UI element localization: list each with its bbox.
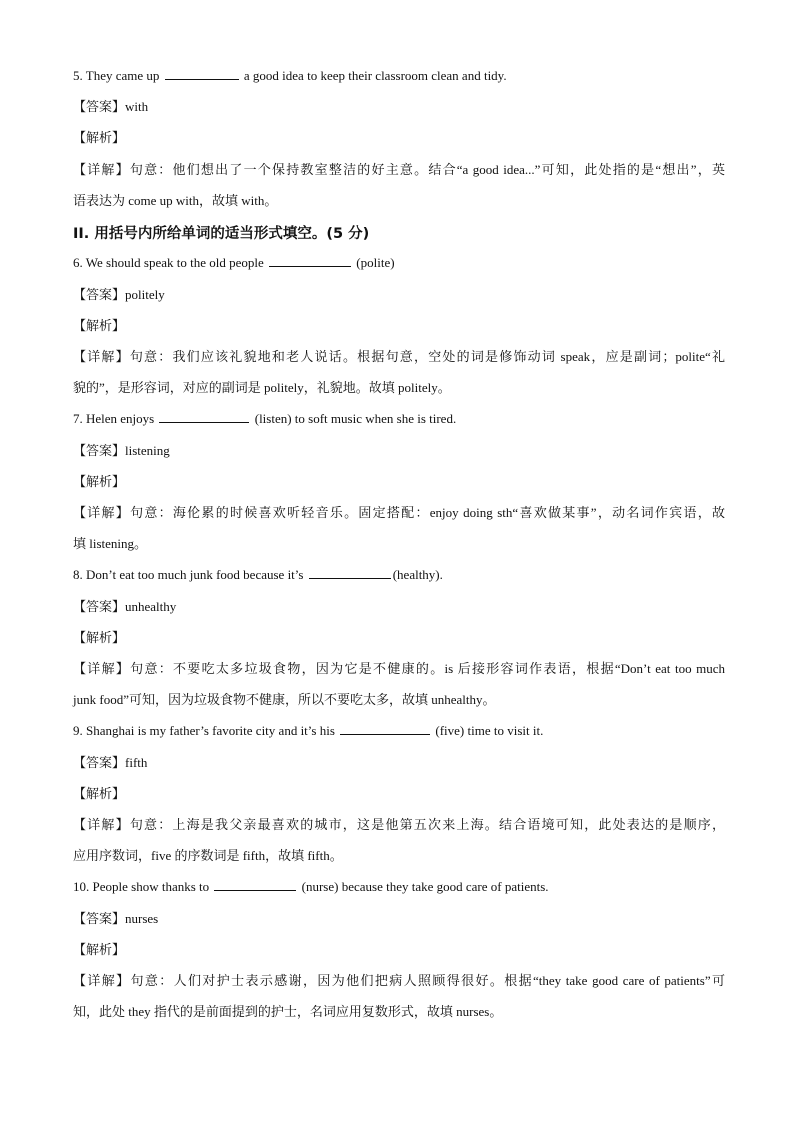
answer-tag: 【答案】 — [73, 443, 126, 458]
detail-text: 句意：我们应该礼貌地和老人说话。根据句意，空处的词是修饰动词 speak，应是副词；polite“礼 — [129, 349, 725, 364]
detail-7-line1 — [73, 504, 725, 522]
analysis-9 — [73, 785, 725, 803]
answer-tag: 【答案】 — [73, 287, 126, 302]
question-text: (polite) — [353, 255, 395, 270]
detail-9-line2 — [73, 847, 725, 865]
question-text: 6. We should speak to the old people — [73, 255, 268, 270]
analysis-tag: 【解析】 — [73, 630, 126, 645]
detail-text: junk food”可知，因为垃圾食物不健康，所以不要吃太多，故填 unhealthy。 — [73, 692, 496, 707]
answer-tag: 【答案】 — [73, 599, 126, 614]
detail-tag: 【详解】 — [73, 817, 130, 832]
answer-blank — [165, 67, 239, 80]
answer-value: listening — [125, 443, 170, 458]
detail-tag: 【详解】 — [73, 973, 131, 988]
question-text: (listen) to soft music when she is tired. — [251, 411, 457, 426]
detail-text: 句意：他们想出了一个保持教室整洁的好主意。结合“a good idea...”可知，此处指的是“想出”，英 — [129, 162, 725, 177]
analysis-tag: 【解析】 — [73, 942, 126, 957]
detail-9-line1 — [73, 816, 725, 834]
question-text: 7. Helen enjoys — [73, 411, 158, 426]
question-text: (nurse) because they take good care of patients. — [298, 879, 549, 894]
question-text: (five) time to visit it. — [432, 723, 544, 738]
question-text: 8. Don’t eat too much junk food because it’s — [73, 567, 307, 582]
detail-10-line1 — [73, 972, 725, 990]
question-7 — [73, 410, 725, 428]
analysis-7 — [73, 473, 725, 491]
analysis-10 — [73, 941, 725, 959]
question-text: 9. Shanghai is my father’s favorite city and it’s his — [73, 723, 339, 738]
analysis-8 — [73, 629, 725, 647]
detail-text: 貌的”，是形容词，对应的副词是 politely，礼貌地。故填 politely。 — [73, 380, 451, 395]
question-9 — [73, 722, 725, 740]
section-title: II. 用括号内所给单词的适当形式填空。(5 分) — [73, 226, 370, 242]
answer-tag: 【答案】 — [73, 99, 126, 114]
analysis-6 — [73, 317, 725, 335]
detail-6-line1 — [73, 348, 725, 366]
answer-blank — [340, 722, 430, 735]
answer-5 — [73, 98, 725, 116]
detail-tag: 【详解】 — [73, 505, 131, 520]
answer-value: with — [125, 99, 149, 114]
detail-text: 句意：人们对护士表示感谢，因为他们把病人照顾得很好。根据“they take good care of patients”可 — [130, 973, 725, 988]
detail-text: 句意：海伦累的时候喜欢听轻音乐。固定搭配：enjoy doing sth“喜欢做某事”，动名词作宾语，故 — [130, 505, 725, 520]
detail-5-line2 — [73, 192, 725, 210]
analysis-tag: 【解析】 — [73, 130, 126, 145]
answer-9 — [73, 754, 725, 772]
detail-6-line2 — [73, 379, 725, 397]
answer-6 — [73, 286, 725, 304]
answer-8 — [73, 598, 725, 616]
detail-text: 知，此处 they 指代的是前面提到的护士，名词应用复数形式，故填 nurses。 — [73, 1004, 503, 1019]
detail-tag: 【详解】 — [73, 162, 130, 177]
answer-tag: 【答案】 — [73, 755, 126, 770]
answer-blank — [269, 254, 351, 267]
detail-8-line1 — [73, 660, 725, 678]
detail-10-line2 — [73, 1003, 725, 1021]
answer-10 — [73, 910, 725, 928]
answer-7 — [73, 442, 725, 460]
analysis-tag: 【解析】 — [73, 474, 126, 489]
answer-value: fifth — [125, 755, 148, 770]
question-6 — [73, 254, 725, 272]
answer-value: nurses — [125, 911, 159, 926]
question-text: a good idea to keep their classroom clean and tidy. — [240, 68, 507, 83]
detail-text: 填 listening。 — [73, 536, 148, 551]
detail-tag: 【详解】 — [73, 349, 130, 364]
question-5 — [73, 67, 725, 85]
detail-text: 句意：上海是我父亲最喜欢的城市，这是他第五次来上海。结合语境可知，此处表达的是顺序， — [129, 817, 725, 832]
answer-blank — [159, 410, 249, 423]
question-text: (healthy). — [392, 567, 443, 582]
answer-value: unhealthy — [125, 599, 177, 614]
answer-tag: 【答案】 — [73, 911, 126, 926]
question-8 — [73, 566, 725, 584]
analysis-tag: 【解析】 — [73, 786, 126, 801]
question-text: 10. People show thanks to — [73, 879, 213, 894]
answer-blank — [309, 566, 391, 579]
analysis-5 — [73, 129, 725, 147]
question-text: 5. They came up — [73, 68, 163, 83]
detail-text: 应用序数词，five 的序数词是 fifth，故填 fifth。 — [73, 848, 343, 863]
answer-value: politely — [125, 287, 165, 302]
detail-tag: 【详解】 — [73, 661, 131, 676]
answer-blank — [214, 878, 296, 891]
detail-5-line1 — [73, 161, 725, 179]
detail-text: 句意：不要吃太多垃圾食物，因为它是不健康的。is 后接形容词作表语，根据“Don’t eat too much — [130, 661, 725, 676]
analysis-tag: 【解析】 — [73, 318, 126, 333]
detail-8-line2 — [73, 691, 725, 709]
detail-text: 语表达为 come up with，故填 with。 — [73, 193, 278, 208]
detail-7-line2 — [73, 535, 725, 553]
question-10 — [73, 878, 725, 896]
